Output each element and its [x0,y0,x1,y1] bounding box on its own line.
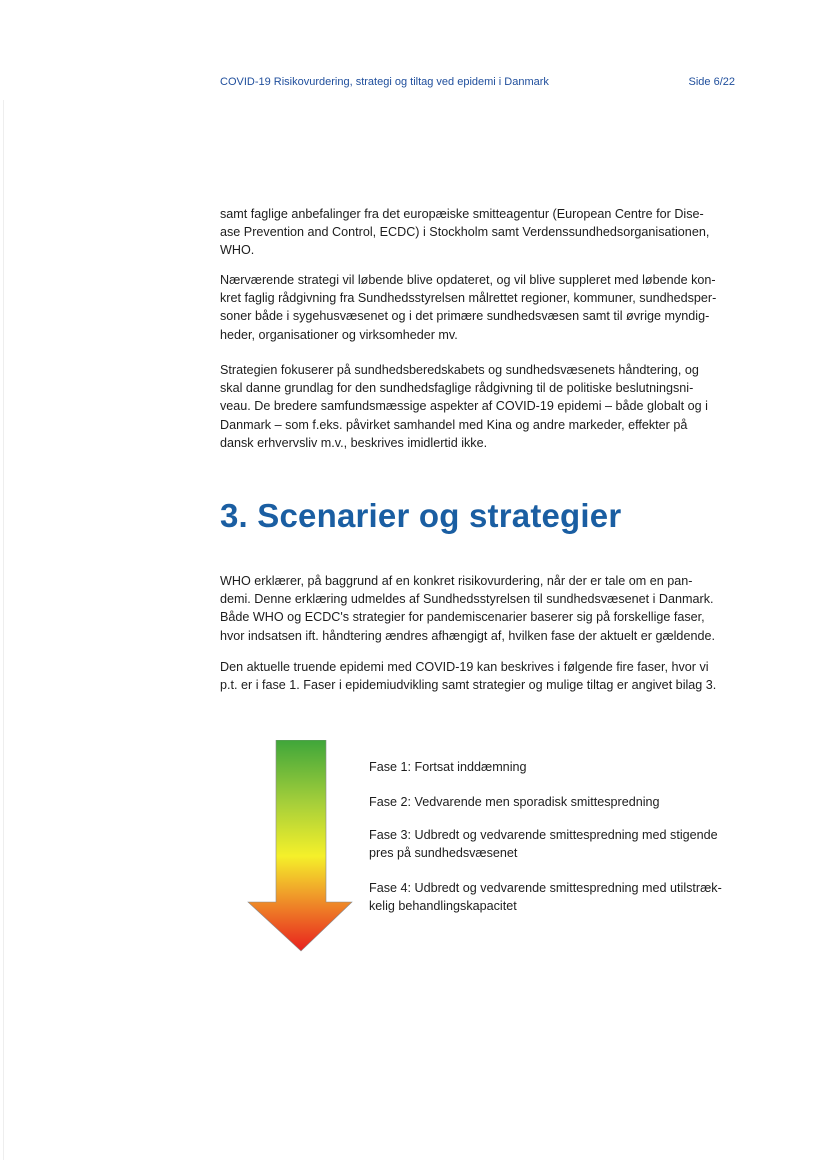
phase-2: Fase 2: Vedvarende men sporadisk smittespredning [369,795,660,809]
paragraph-text: samt faglige anbefalinger fra det europæiske smitteagentur (European Centre for Dise- ase Prevention and Control, ECDC) i Stockholm samt Verdenssundhedsorganisationen, WHO. [220,207,710,258]
scan-edge [3,100,4,1160]
arrow-shape [248,740,352,951]
phase-4: Fase 4: Udbredt og vedvarende smittespredning med utilstræk- kelig behandlingskapacitet [369,881,722,914]
paragraph-text: WHO erklærer, på baggrund af en konkret risikovurdering, når der er tale om en pan- demi. Denne erklæring udmeldes af Sundhedsstyrelsen til sundhedsvæsenet i Danmark. Både WHO og ECDC's strategier for pandemiscenarier baserer sig på forskellige faser, hvor indsatsen ift. håndtering ændres afhængigt af, hvilken fase der aktuelt er gældende. [220,574,715,643]
phase-3: Fase 3: Udbredt og vedvarende smittespredning med stigende pres på sundhedsvæsenet [369,828,718,861]
paragraph-text: Strategien fokuserer på sundhedsberedskabets og sundhedsvæsenets håndtering, og skal danne grundlag for den sundhedsfaglige rådgivning til de politiske beslutningsni- veau. De bredere samfundsmæssige aspekter af COVID-19 epidemi – både globalt og i Danmark – som f.eks. påvirket samhandel med Kina og andre markeder, effekter på dansk erhvervsliv m.v., beskrives imidlertid ikke. [220,363,708,450]
paragraph-text: Den aktuelle truende epidemi med COVID-19 kan beskrives i følgende fire faser, hvor vi p.t. er i fase 1. Faser i epidemiudvikling samt strategier og mulige tiltag er angivet bilag 3. [220,660,717,693]
paragraph [220,658,734,694]
paragraph [220,271,734,344]
paragraph [220,205,734,260]
document-title: COVID-19 Risikovurdering, strategi og tiltag ved epidemi i Danmark [220,76,549,88]
phase-gradient-arrow [246,740,354,952]
phase-1: Fase 1: Fortsat inddæmning [369,760,527,774]
paragraph [220,361,734,452]
paragraph-text: Nærværende strategi vil løbende blive opdateret, og vil blive suppleret med løbende kon- kret faglig rådgivning fra Sundhedsstyrelsen målrettet regioner, kommuner, sundhedsper- soner både i sygehusvæsenet og i det primære sundhedsvæsen samt til øvrige myndig- heder, organisationer og virksomheder mv. [220,273,717,342]
page-header [220,76,735,92]
paragraph [220,572,734,645]
section-heading: 3. Scenarier og strategier [220,497,622,534]
page-number: Side 6/22 [688,76,735,88]
